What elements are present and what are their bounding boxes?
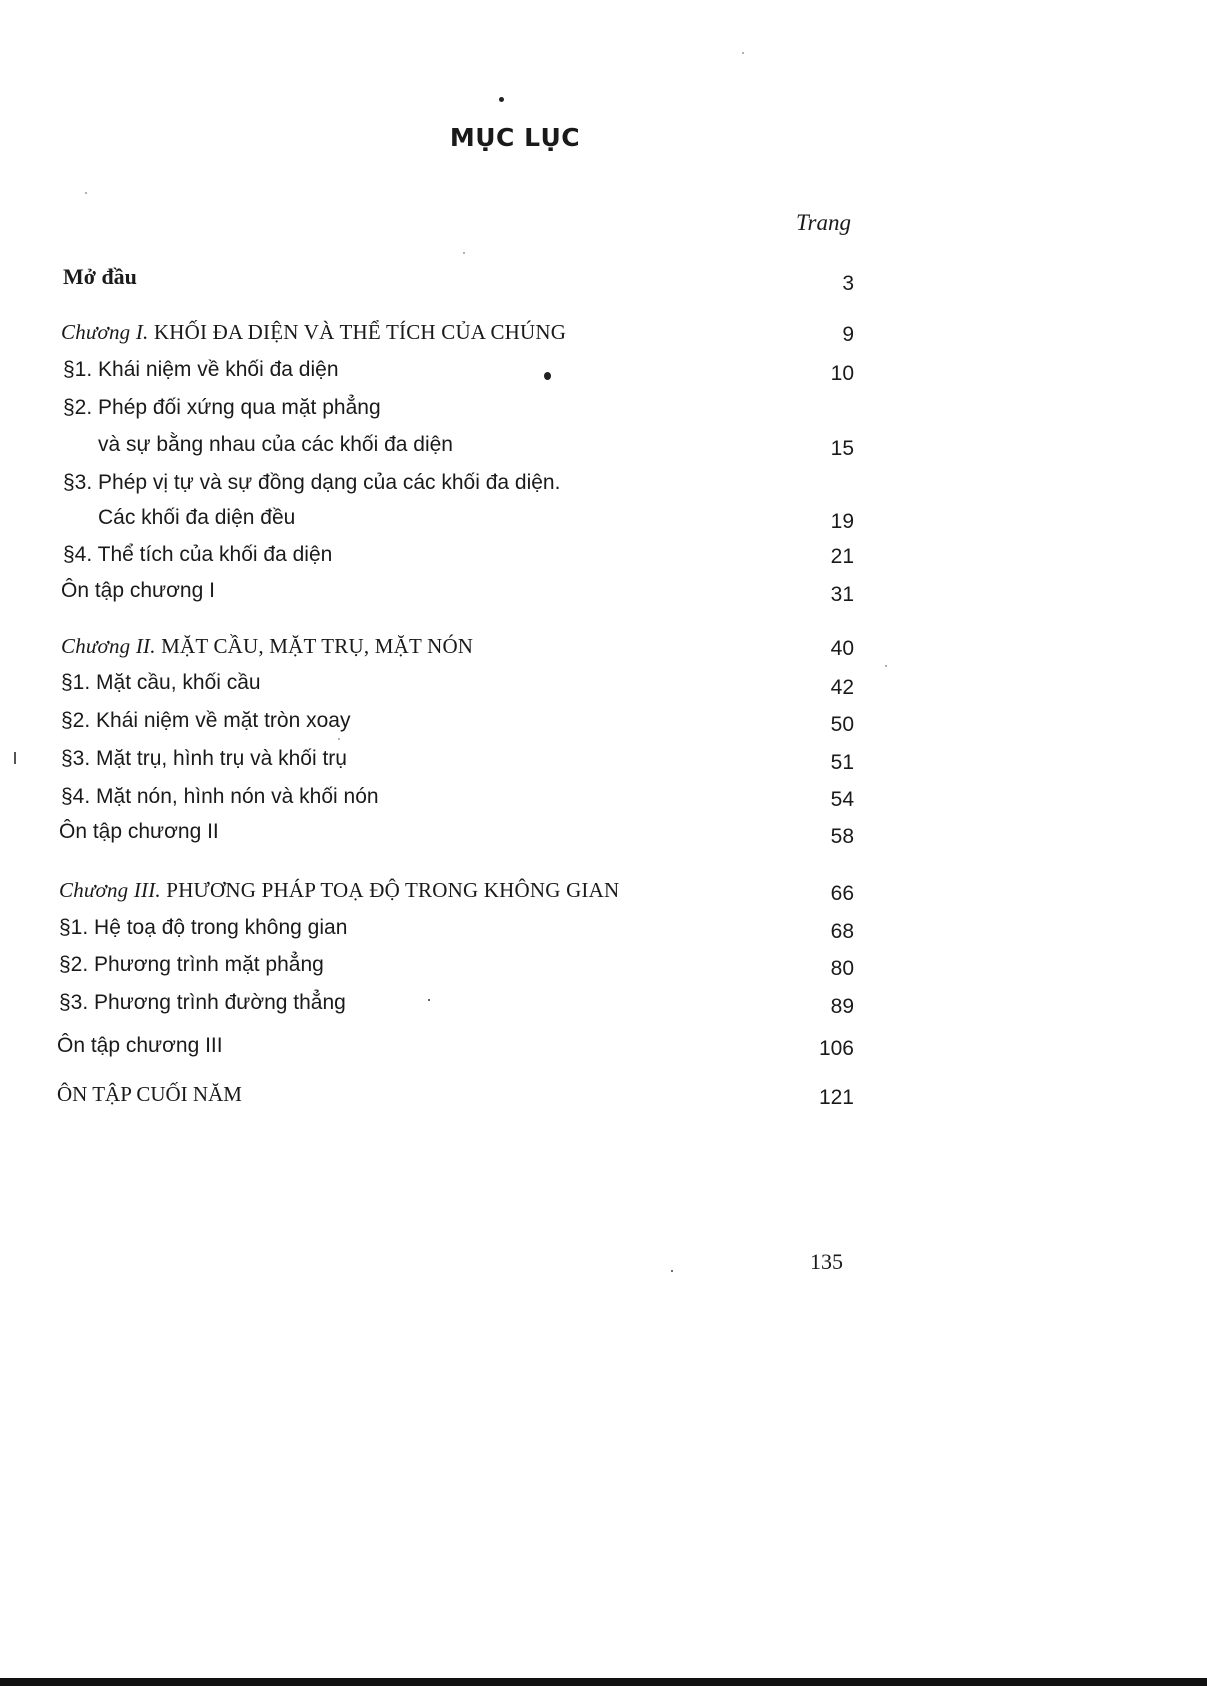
toc-entry-label: Ôn tập chương III [57, 1034, 223, 1057]
toc-entry-page: 80 [830, 957, 854, 980]
toc-entry-page: 10 [830, 362, 854, 385]
chapter-title: PHƯƠNG PHÁP TOẠ ĐỘ TRONG KHÔNG GIAN [160, 878, 620, 902]
toc-entry-page: 68 [830, 920, 854, 943]
speck [463, 252, 465, 254]
toc-entry-label: §2. Phương trình mặt phẳng [59, 953, 324, 976]
stray-dot [499, 97, 504, 102]
toc-entry-page: 42 [830, 676, 854, 699]
chapter-prefix: Chương I. [61, 320, 149, 344]
chapter-prefix: Chương III. [59, 878, 161, 902]
toc-entry-label: và sự bằng nhau của các khối đa diện [98, 433, 453, 456]
toc-entry-page: 40 [830, 637, 854, 660]
toc-entry [0, 913, 1207, 943]
page-column-header: Trang [796, 210, 851, 235]
chapter-title: MẶT CẦU, MẶT TRỤ, MẶT NÓN [155, 634, 474, 658]
toc-entry-page: 66 [830, 882, 854, 905]
speck [742, 52, 744, 54]
toc-entry-label: ÔN TẬP CUỐI NĂM [57, 1082, 242, 1106]
speck [885, 665, 887, 667]
toc-entry-label: §1. Hệ toạ độ trong không gian [59, 916, 348, 939]
scan-edge-bar [0, 1678, 1207, 1686]
speck [671, 1270, 673, 1272]
speck [85, 192, 87, 194]
toc-entry [0, 950, 1207, 980]
toc-chapter-label [61, 631, 473, 661]
toc-entry [0, 393, 1207, 423]
toc-entry [0, 706, 1207, 736]
toc-entry-label: Ôn tập chương II [59, 820, 219, 843]
toc-entry [0, 540, 1207, 570]
toc-chapter-label [61, 317, 566, 347]
toc-entry [0, 576, 1207, 606]
toc-entry-continuation [0, 503, 1207, 533]
toc-entry-label: Ôn tập chương I [61, 579, 215, 602]
toc-entry [0, 988, 1207, 1018]
toc-entry [0, 468, 1207, 498]
toc-entry [0, 355, 1207, 385]
toc-entry [0, 744, 1207, 774]
chapter-title: KHỐI ĐA DIỆN VÀ THỂ TÍCH CỦA CHÚNG [148, 320, 567, 344]
toc-chapter [0, 317, 1207, 347]
toc-entry-page: 9 [842, 323, 854, 346]
toc-entry [0, 668, 1207, 698]
toc-entry-page: 3 [842, 272, 854, 295]
toc-entry-label: §4. Thể tích của khối đa diện [63, 543, 333, 566]
page-number: 135 [810, 1249, 843, 1274]
toc-entry [0, 1079, 1207, 1109]
toc-entry [0, 1031, 1207, 1061]
toc-entry-page: 58 [830, 825, 854, 848]
toc-chapter-label [59, 875, 619, 905]
toc-entry-page: 54 [830, 788, 854, 811]
toc-entry-page: 50 [830, 713, 854, 736]
toc-entry-page: 89 [830, 995, 854, 1018]
toc-entry-page: 21 [830, 545, 854, 568]
toc-entry-label: §1. Khái niệm về khối đa diện [63, 358, 339, 381]
toc-entry-continuation [0, 430, 1207, 460]
toc-chapter [0, 631, 1207, 661]
toc-entry-label: Mở đầu [63, 264, 137, 289]
chapter-prefix: Chương II. [61, 634, 156, 658]
toc-entry [0, 262, 1207, 295]
toc-entry [0, 782, 1207, 812]
toc-entry-label: §4. Mặt nón, hình nón và khối nón [61, 785, 379, 808]
toc-entry-page: 15 [830, 437, 854, 460]
toc-entry-label: §2. Khái niệm về mặt tròn xoay [61, 709, 351, 732]
toc-entry-label: §3. Phương trình đường thẳng [59, 991, 346, 1014]
toc-entry-page: 19 [830, 510, 854, 533]
toc-entry-label: Các khối đa diện đều [98, 506, 296, 529]
speck [338, 738, 340, 740]
toc-entry-label: §3. Mặt trụ, hình trụ và khối trụ [61, 747, 347, 770]
page-title: MỤC LỤC [449, 123, 581, 152]
toc-entry [0, 817, 1207, 847]
toc-entry-page: 51 [830, 751, 854, 774]
toc-entry-page: 106 [818, 1037, 854, 1060]
toc-chapter [0, 875, 1207, 905]
toc-entry-label: §2. Phép đối xứng qua mặt phẳng [63, 396, 381, 419]
toc-entry-label: §3. Phép vị tự và sự đồng dạng của các khối đa diện. [63, 471, 561, 494]
toc-entry-label: §1. Mặt cầu, khối cầu [61, 671, 261, 694]
toc-entry-page: 31 [830, 583, 854, 606]
toc-entry-page: 121 [818, 1086, 854, 1109]
